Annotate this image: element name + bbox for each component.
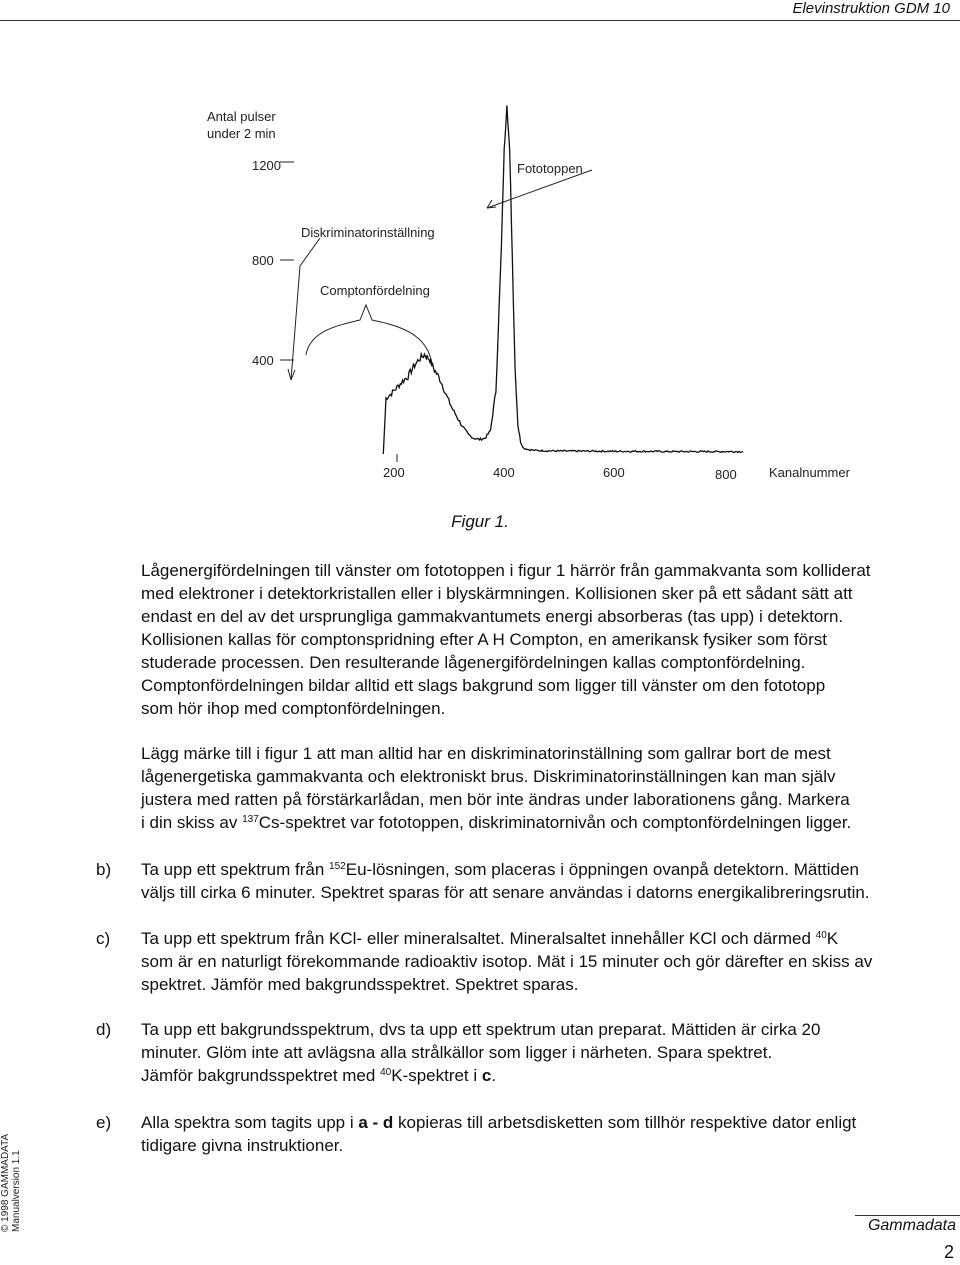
page-number: 2 [943,1242,954,1262]
y-tick-label-800: 800 [252,253,274,268]
item-b-text [141,858,953,904]
compton-brace [306,305,432,365]
text-run: Cs-spektret var fototoppen, diskriminatornivån och comptonfördelningen ligger. [258,813,852,832]
item-letter-d: d) [96,1020,112,1039]
paragraph-line [141,811,953,834]
text-run: K [826,929,839,948]
spectrum-figure [180,80,900,500]
item-e-text [141,1111,953,1157]
bold-ref: c [481,1066,492,1085]
paragraph-line: med elektroner i detektorkristallen eller i blyskärmningen. Kollisionen sker på ett sådant sätt att [141,584,853,603]
paragraph-discriminator [141,742,953,834]
paragraph-line: endast en del av det ursprungliga gammakvantumets energi absorberas (tas upp) i detektorn. [141,607,844,626]
header-title: Elevinstruktion GDM 10 [792,0,950,17]
header-rule [0,20,960,21]
item-line [141,1111,953,1134]
x-tick-label-400: 400 [493,465,515,480]
paragraph-line: Lägg märke till i figur 1 att man alltid har en diskriminatorinställning som gallrar bort de mest [141,744,831,763]
y-tick-label-1200: 1200 [252,158,281,173]
paragraph-compton [141,559,953,720]
text-run: Alla spektra som tagits upp i [141,1113,359,1132]
item-c-text [141,927,953,996]
spectrum-plot [180,80,900,500]
text-run: Jämför bakgrundsspektret med [141,1066,381,1085]
x-tick-label-800: 800 [715,467,737,482]
copyright-side-note [0,1112,34,1236]
text-run: K-spektret i [391,1066,482,1085]
isotope-mass-number: 152 [329,861,346,872]
item-letter-c: c) [96,929,111,948]
text-run: i din skiss av [141,813,243,832]
manual-version-line: Manualversion 1.1 [11,1150,22,1232]
spectrum-series-line [383,105,743,454]
footer-rule [855,1215,960,1216]
item-line: som är en naturligt förekommande radioaktiv isotop. Mät i 15 minuter och gör därefter en skiss av [141,952,873,971]
item-d-text [141,1018,953,1087]
text-run: Ta upp ett spektrum från [141,860,330,879]
text-run: Eu-lösningen, som placeras i öppningen ovanpå detektorn. Mättiden [345,860,859,879]
item-line: minuter. Glöm inte att avlägsna alla strålkällor som ligger i närheten. Spara spektret. [141,1043,773,1062]
paragraph-line: Comptonfördelningen bildar alltid ett slags bakgrund som ligger till vänster om den fototopp [141,676,826,695]
item-line [141,858,953,881]
text-run: kopieras till arbetsdisketten som tillhör respektive dator enligt [393,1113,857,1132]
discriminator-arrow-line [291,238,320,380]
photopeak-label: Fototoppen [517,161,583,176]
isotope-mass-number: 40 [380,1067,392,1078]
isotope-mass-number: 137 [242,814,259,825]
paragraph-line: studerade processen. Den resulterande lågenergifördelningen kallas comptonfördelning. [141,653,806,672]
compton-label: Comptonfördelning [320,283,430,298]
paragraph-line: Lågenergifördelningen till vänster om fototoppen i figur 1 härrör från gammakvanta som kolliderat [141,561,871,580]
item-line: väljs till cirka 6 minuter. Spektret sparas för att senare användas i datorns energikalibreringsrutin. [141,883,870,902]
item-line: tidigare givna instruktioner. [141,1136,344,1155]
footer-brand: Gammadata [867,1217,956,1234]
paragraph-line: Kollisionen kallas för comptonspridning efter A H Compton, en amerikansk fysiker som först [141,630,827,649]
bold-ref: a - d [358,1113,394,1132]
figure-caption: Figur 1. [451,512,509,531]
item-letter-b: b) [96,860,112,879]
item-line: Ta upp ett bakgrundsspektrum, dvs ta upp ett spektrum utan preparat. Mättiden är cirka 20 [141,1020,821,1039]
x-tick-label-200: 200 [383,465,405,480]
discriminator-label: Diskriminatorinställning [301,225,435,240]
paragraph-line: som hör ihop med comptonfördelningen. [141,699,446,718]
item-line [141,927,953,950]
y-title-line-2: under 2 min [207,126,276,141]
copyright-line: © 1998 GAMMADATA [0,1133,11,1232]
isotope-mass-number: 40 [815,930,827,941]
text-run: . [491,1066,497,1085]
x-unit-label: Kanalnummer [769,465,850,480]
y-tick-label-400: 400 [252,353,274,368]
x-tick-label-600: 600 [603,465,625,480]
item-line [141,1064,953,1087]
paragraph-line: justera med ratten på förstärkarlådan, men bör inte ändras under laborationens gång. Markera [141,790,850,809]
y-title-line-1: Antal pulser [207,109,276,124]
item-letter-e: e) [96,1113,112,1132]
paragraph-line: lågenergetiska gammakvanta och elektroniskt brus. Diskriminatorinställningen kan man själv [141,767,836,786]
text-run: Ta upp ett spektrum från KCl- eller mineralsaltet. Mineralsaltet innehåller KCl och därmed [141,929,816,948]
item-line: spektret. Jämför med bakgrundsspektret. Spektret sparas. [141,975,579,994]
